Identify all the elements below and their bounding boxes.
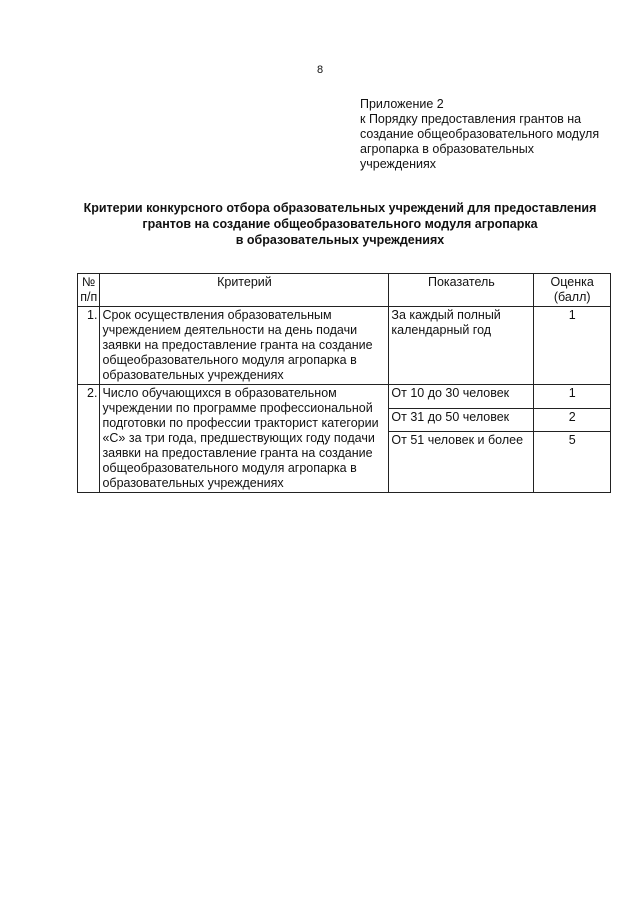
row-criterion: Число обучающихся в образовательном учреждении по программе профессиональной подготовки по профессии тракторист категории «С» за три года, предшествующих году подачи заявки на предоставление гранта на создание общеобразовательного модуля агропарка в образовательных учреждениях bbox=[100, 385, 389, 493]
row-num: 1. bbox=[78, 307, 100, 385]
header-indicator: Показатель bbox=[389, 274, 534, 307]
header-score: Оценка (балл) bbox=[534, 274, 611, 307]
appendix-reference bbox=[360, 97, 630, 172]
row-indicator: От 10 до 30 человек bbox=[389, 385, 534, 409]
appendix-line: Приложение 2 bbox=[360, 97, 444, 111]
title-line: в образовательных учреждениях bbox=[235, 233, 445, 247]
appendix-line: агропарка в образовательных bbox=[360, 142, 535, 156]
row-indicator: От 51 человек и более bbox=[389, 432, 534, 493]
row-score: 5 bbox=[534, 432, 611, 493]
appendix-line: к Порядку предоставления грантов на bbox=[360, 112, 582, 126]
title-line: Критерии конкурсного отбора образовательных учреждений для предоставления bbox=[83, 201, 597, 215]
table-row bbox=[78, 385, 611, 409]
table-row bbox=[78, 307, 611, 385]
page-number: 8 bbox=[316, 64, 324, 76]
row-score: 2 bbox=[534, 408, 611, 432]
criteria-table bbox=[77, 273, 611, 493]
header-criterion: Критерий bbox=[100, 274, 389, 307]
row-criterion: Срок осуществления образовательным учреждением деятельности на день подачи заявки на предоставление гранта на создание общеобразовательного модуля агропарка в образовательных учреждениях bbox=[100, 307, 389, 385]
row-indicator: От 31 до 50 человек bbox=[389, 408, 534, 432]
row-indicator: За каждый полный календарный год bbox=[389, 307, 534, 385]
document-title bbox=[40, 200, 640, 248]
appendix-line: учреждениях bbox=[360, 157, 437, 171]
title-line: грантов на создание общеобразовательного модуля агропарка bbox=[142, 217, 538, 231]
row-num: 2. bbox=[78, 385, 100, 493]
table-header-row bbox=[78, 274, 611, 307]
header-num: № п/п bbox=[78, 274, 100, 307]
row-score: 1 bbox=[534, 385, 611, 409]
appendix-line: создание общеобразовательного модуля bbox=[360, 127, 600, 141]
row-score: 1 bbox=[534, 307, 611, 385]
